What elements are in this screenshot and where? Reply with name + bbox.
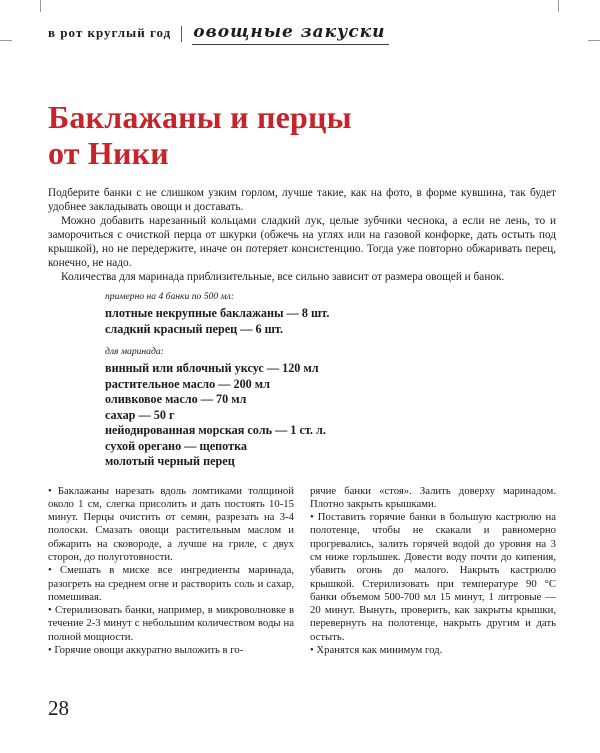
ingredients-block [105, 291, 556, 470]
intro-paragraph: Подберите банки с не слишком узким горлом, лучше такие, как на фото, в форме кувшина, так будет удобнее закладывать овощи и доставать. [48, 187, 556, 213]
ingredient-item: сухой орегано — щепотка [105, 438, 248, 453]
yield-note: примерно на 4 банки по 500 мл: [105, 291, 235, 302]
instruction-step: рячие банки «стоя». Залить доверху маринадом. Плотно закрыть крышками. [310, 484, 556, 510]
instruction-step: • Баклажаны нарезать вдоль ломтиками толщиной около 1 см, слегка присолить и дать постоять 10-15 минут. Перцы очистить от семян, разрезать на 3-4 полоски. Смазать овощи растительным маслом и обжарить на сковороде, а лучше на гриле, с двух сторон, до полуготовности. [48, 484, 294, 563]
instructions [48, 485, 556, 658]
ingredient-item: сахар — 50 г [105, 407, 175, 422]
ingredient-item: оливковое масло — 70 мл [105, 392, 247, 406]
header-divider [181, 26, 182, 42]
intro-paragraph: Можно добавить нарезанный кольцами сладкий лук, целые зубчики чеснока, а если не лень, то и заморочиться с очисткой перца от шкурки (обжечь на углях или на газовой конфорке, дать остыть под крышкой), но не передержите, иначе он потеряет консистенцию. Тогда уже повторно обжаривать перец, конечно, не надо. [48, 215, 556, 269]
instruction-step: • Смешать в миске все ингредиенты маринада, разогреть на среднем огне и растворить соль и сахар, помешивая. [48, 564, 294, 603]
instruction-step: • Стерилизовать банки, например, в микроволновке в течение 2-3 минут с небольшим количеством воды на полной мощности. [48, 604, 294, 643]
instruction-step: • Хранятся как минимум год. [310, 644, 443, 657]
ingredient-item: винный или яблочный уксус — 120 мл [105, 361, 319, 375]
page-header [48, 0, 556, 45]
chapter-title: овощные закуски [192, 22, 388, 45]
ingredient-item: молотый черный перец [105, 454, 235, 468]
instruction-step: • Горячие овощи аккуратно выложить в го- [48, 644, 244, 657]
recipe-title-line1: Баклажаны и перцы [48, 99, 352, 135]
ingredient-item: сладкий красный перец — 6 шт. [105, 321, 283, 336]
crop-mark-top-right [558, 0, 559, 12]
instructions-right-column [310, 485, 556, 658]
marinade-note: для маринада: [105, 346, 164, 357]
page-number: 28 [48, 696, 69, 720]
intro-paragraph: Количества для маринада приблизительные, все сильно зависит от размера овощей и банок. [61, 271, 505, 283]
ingredient-item: плотные некрупные баклажаны — 8 шт. [105, 306, 330, 320]
crop-mark-right [588, 40, 600, 41]
instructions-left-column [48, 485, 294, 658]
intro-text [48, 186, 556, 284]
recipe-title [48, 99, 556, 171]
crop-mark-left [0, 40, 12, 41]
recipe-title-line2: от Ники [48, 135, 169, 171]
ingredient-item: нейодированная морская соль — 1 ст. л. [105, 423, 326, 437]
book-series-title: в рот круглый год [48, 25, 172, 40]
crop-mark-top-left [40, 0, 41, 12]
instruction-step: • Поставить горячие банки в большую кастрюлю на полотенце, чтобы не скакали и равномерно прогревались, залить горячей водой до уровня на 3 см ниже горлышек. Довести воду почти до кипения, убавить огонь до малого. Накрыть кастрюлю крышкой. Стерилизовать при температуре 90 °C банки объемом 500-700 мл 15 минут, 1 литровые — 20 минут. Вынуть, проверить, как закрыты крышки, перевернуть на полотенце, накрыть другим и дать остыть. [310, 511, 556, 643]
ingredient-item: растительное масло — 200 мл [105, 376, 270, 391]
